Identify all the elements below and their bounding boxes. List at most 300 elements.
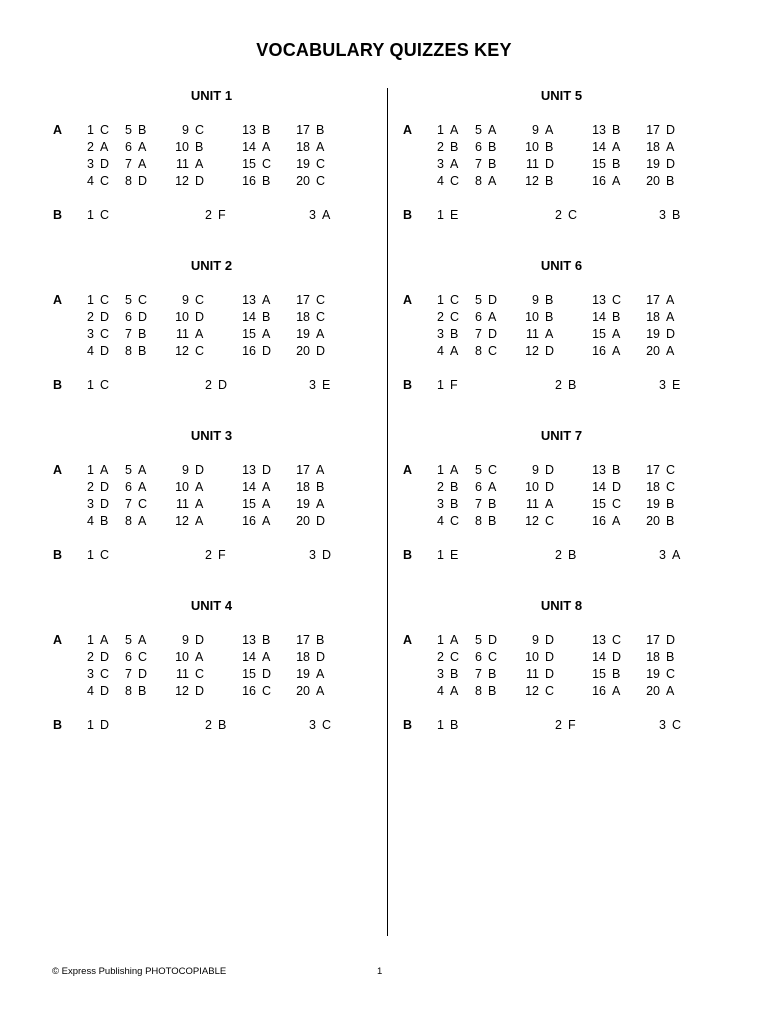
answer-letter: B <box>545 140 554 154</box>
answer-item <box>114 344 171 361</box>
question-number: 6 <box>475 650 482 664</box>
question-number: 13 <box>592 463 606 477</box>
question-number: 9 <box>532 123 539 137</box>
answer-letter: F <box>450 378 458 392</box>
section-b-label: B <box>53 208 63 222</box>
answer-item <box>642 633 682 650</box>
section-a-label: A <box>53 463 63 477</box>
question-number: 6 <box>125 480 132 494</box>
answer-letter: A <box>195 514 204 528</box>
question-number: 11 <box>526 157 539 171</box>
unit-title: UNIT 1 <box>190 88 233 103</box>
answer-letter: B <box>316 123 325 137</box>
answer-item <box>648 718 681 732</box>
answer-item <box>171 174 238 191</box>
question-number: 6 <box>475 480 482 494</box>
answer-item <box>238 123 292 140</box>
answer-item <box>426 633 464 650</box>
answer-letter: D <box>100 650 110 664</box>
answer-item <box>521 633 588 650</box>
question-number: 8 <box>475 684 482 698</box>
answer-letter: D <box>322 548 332 562</box>
answer-letter: D <box>488 327 498 341</box>
answer-item <box>648 208 680 222</box>
answer-letter: B <box>545 174 554 188</box>
answer-letter: D <box>488 293 498 307</box>
answer-item <box>642 344 682 361</box>
answer-item <box>238 463 292 480</box>
answer-letter: B <box>195 140 204 154</box>
answer-letter: A <box>672 548 681 562</box>
answer-letter: A <box>316 667 325 681</box>
answer-item <box>464 344 521 361</box>
question-number: 19 <box>296 157 310 171</box>
answer-item <box>642 123 682 140</box>
answer-letter: C <box>262 684 272 698</box>
answer-item <box>114 480 171 497</box>
answer-item <box>521 514 588 531</box>
question-number: 15 <box>592 667 606 681</box>
answer-letter: B <box>568 548 577 562</box>
unit-title: UNIT 5 <box>540 88 583 103</box>
question-number: 14 <box>592 650 606 664</box>
answer-item <box>588 293 642 310</box>
answer-item <box>642 293 682 310</box>
answer-letter: A <box>450 633 459 647</box>
answer-letter: C <box>316 157 326 171</box>
unit-block <box>50 598 390 748</box>
unit-title: UNIT 7 <box>540 428 583 443</box>
answer-letter: C <box>450 293 460 307</box>
answer-item <box>171 480 238 497</box>
answer-item <box>171 293 238 310</box>
answer-item <box>76 718 109 732</box>
answer-item <box>76 650 114 667</box>
question-number: 4 <box>437 684 444 698</box>
answer-letter: D <box>100 344 110 358</box>
answer-letter: C <box>450 174 460 188</box>
answer-item <box>292 140 332 157</box>
question-number: 17 <box>646 463 660 477</box>
answer-item <box>114 684 171 701</box>
answer-letter: C <box>488 463 498 477</box>
answer-letter: A <box>262 293 271 307</box>
question-number: 18 <box>646 650 660 664</box>
answer-letter: B <box>450 480 459 494</box>
answer-item <box>588 140 642 157</box>
question-number: 14 <box>242 310 256 324</box>
answer-letter: C <box>138 650 148 664</box>
answer-item <box>588 650 642 667</box>
answer-letter: C <box>100 378 110 392</box>
answer-item <box>292 463 332 480</box>
answer-letter: B <box>488 140 497 154</box>
section-a-answers <box>76 463 332 531</box>
answer-item <box>426 718 458 732</box>
section-a-answers <box>76 633 332 701</box>
answer-letter: B <box>316 633 325 647</box>
question-number: 15 <box>592 497 606 511</box>
question-number: 2 <box>87 650 94 664</box>
answer-item <box>76 633 114 650</box>
question-number: 4 <box>437 344 444 358</box>
question-number: 16 <box>242 514 256 528</box>
answer-letter: C <box>195 123 205 137</box>
answer-letter: D <box>100 480 110 494</box>
section-a-label: A <box>403 293 413 307</box>
answer-letter: C <box>138 497 148 511</box>
answer-item <box>238 157 292 174</box>
question-number: 12 <box>525 344 539 358</box>
answer-letter: D <box>195 633 205 647</box>
answer-letter: B <box>488 514 497 528</box>
question-number: 15 <box>242 497 256 511</box>
question-number: 17 <box>296 123 310 137</box>
question-number: 3 <box>437 497 444 511</box>
answer-letter: C <box>450 650 460 664</box>
answer-letter: A <box>612 344 621 358</box>
answer-letter: D <box>195 310 205 324</box>
question-number: 2 <box>437 480 444 494</box>
answer-item <box>544 208 577 222</box>
question-number: 10 <box>525 140 539 154</box>
section-a-answers <box>76 123 332 191</box>
section-a-answers <box>426 293 682 361</box>
answer-letter: B <box>138 344 147 358</box>
answer-letter: A <box>488 480 497 494</box>
answer-letter: D <box>218 378 228 392</box>
question-number: 20 <box>296 174 310 188</box>
answer-item <box>292 123 332 140</box>
answer-item <box>521 497 588 514</box>
question-number: 3 <box>437 327 444 341</box>
question-number: 19 <box>646 157 660 171</box>
question-number: 10 <box>175 480 189 494</box>
answer-item <box>76 157 114 174</box>
answer-letter: B <box>672 208 681 222</box>
page-title: VOCABULARY QUIZZES KEY <box>256 40 512 60</box>
answer-item <box>114 140 171 157</box>
answer-item <box>588 157 642 174</box>
answer-letter: F <box>568 718 576 732</box>
answer-letter: A <box>450 684 459 698</box>
answer-letter: D <box>195 463 205 477</box>
answer-item <box>76 463 114 480</box>
footer-copyright: © Express Publishing PHOTOCOPIABLE <box>52 966 227 977</box>
question-number: 19 <box>646 327 660 341</box>
question-number: 2 <box>87 310 94 324</box>
answer-item <box>642 684 682 701</box>
question-number: 9 <box>532 463 539 477</box>
answer-item <box>76 140 114 157</box>
question-number: 2 <box>87 480 94 494</box>
answer-letter: A <box>316 140 325 154</box>
question-number: 15 <box>592 327 606 341</box>
answer-letter: A <box>612 327 621 341</box>
answer-letter: B <box>488 684 497 698</box>
question-number: 8 <box>125 684 132 698</box>
answer-item <box>171 514 238 531</box>
answer-item <box>426 208 458 222</box>
answer-letter: A <box>262 650 271 664</box>
question-number: 6 <box>475 140 482 154</box>
question-number: 2 <box>87 140 94 154</box>
question-number: 4 <box>87 174 94 188</box>
question-number: 4 <box>87 514 94 528</box>
answer-letter: A <box>262 327 271 341</box>
question-number: 18 <box>296 310 310 324</box>
question-number: 17 <box>296 293 310 307</box>
answer-item <box>171 123 238 140</box>
answer-letter: A <box>195 650 204 664</box>
question-number: 3 <box>659 718 666 732</box>
question-number: 11 <box>176 497 189 511</box>
question-number: 12 <box>175 684 189 698</box>
answer-letter: A <box>666 684 675 698</box>
answer-letter: A <box>450 157 459 171</box>
answer-item <box>238 174 292 191</box>
question-number: 2 <box>555 718 562 732</box>
answer-item <box>426 174 464 191</box>
answer-item <box>238 310 292 327</box>
answer-item <box>292 650 332 667</box>
answer-letter: A <box>100 140 109 154</box>
question-number: 5 <box>475 293 482 307</box>
answer-item <box>642 480 682 497</box>
question-number: 2 <box>205 548 212 562</box>
answer-letter: B <box>488 497 497 511</box>
answer-item <box>238 684 292 701</box>
answer-item <box>171 633 238 650</box>
answer-letter: A <box>666 310 675 324</box>
answer-item <box>426 684 464 701</box>
answer-item <box>464 633 521 650</box>
answer-item <box>171 497 238 514</box>
answer-item <box>194 208 226 222</box>
answer-item <box>521 157 588 174</box>
question-number: 5 <box>475 123 482 137</box>
question-number: 13 <box>242 633 256 647</box>
answer-item <box>114 667 171 684</box>
question-number: 1 <box>437 633 444 647</box>
question-number: 9 <box>182 463 189 477</box>
answer-letter: A <box>195 497 204 511</box>
section-b-label: B <box>53 718 63 732</box>
question-number: 1 <box>87 208 94 222</box>
answer-item <box>521 667 588 684</box>
answer-letter: B <box>612 157 621 171</box>
question-number: 9 <box>182 633 189 647</box>
answer-letter: B <box>666 174 675 188</box>
answer-letter: A <box>138 480 147 494</box>
answer-item <box>76 344 114 361</box>
answer-item <box>426 344 464 361</box>
answer-letter: B <box>450 327 459 341</box>
answer-letter: B <box>450 718 459 732</box>
answer-item <box>171 463 238 480</box>
answer-letter: B <box>612 310 621 324</box>
answer-letter: C <box>100 548 110 562</box>
question-number: 15 <box>242 667 256 681</box>
answer-item <box>76 514 114 531</box>
question-number: 7 <box>125 667 132 681</box>
question-number: 20 <box>646 514 660 528</box>
answer-letter: D <box>666 327 676 341</box>
question-number: 1 <box>437 123 444 137</box>
question-number: 13 <box>242 463 256 477</box>
answer-letter: D <box>100 157 110 171</box>
answer-letter: A <box>100 463 109 477</box>
answer-item <box>114 293 171 310</box>
answer-item <box>238 480 292 497</box>
answer-letter: A <box>316 463 325 477</box>
question-number: 4 <box>437 174 444 188</box>
question-number: 13 <box>592 293 606 307</box>
answer-letter: E <box>450 208 459 222</box>
answer-item <box>238 497 292 514</box>
answer-item <box>464 684 521 701</box>
answer-letter: B <box>262 123 271 137</box>
section-b-label: B <box>403 718 413 732</box>
answer-item <box>238 327 292 344</box>
question-number: 1 <box>87 548 94 562</box>
question-number: 10 <box>175 140 189 154</box>
unit-title: UNIT 6 <box>540 258 583 273</box>
answer-item <box>426 310 464 327</box>
question-number: 16 <box>242 174 256 188</box>
answer-item <box>114 157 171 174</box>
question-number: 8 <box>125 514 132 528</box>
answer-item <box>238 650 292 667</box>
answer-item <box>292 514 332 531</box>
section-a-answers <box>76 293 332 361</box>
question-number: 11 <box>526 667 539 681</box>
answer-item <box>642 497 682 514</box>
section-b-label: B <box>53 378 63 392</box>
answer-item <box>298 718 331 732</box>
answer-letter: C <box>322 718 332 732</box>
answer-item <box>171 667 238 684</box>
answer-letter: B <box>450 667 459 681</box>
answer-letter: C <box>488 650 498 664</box>
section-b-label: B <box>403 378 413 392</box>
answer-letter: D <box>262 344 272 358</box>
answer-letter: A <box>450 123 459 137</box>
question-number: 14 <box>242 140 256 154</box>
question-number: 3 <box>309 548 316 562</box>
answer-letter: F <box>218 208 226 222</box>
answer-item <box>238 344 292 361</box>
answer-item <box>521 174 588 191</box>
question-number: 19 <box>296 667 310 681</box>
question-number: 18 <box>296 650 310 664</box>
question-number: 5 <box>125 463 132 477</box>
question-number: 15 <box>242 157 256 171</box>
answer-item <box>171 157 238 174</box>
question-number: 1 <box>87 123 94 137</box>
section-a-label: A <box>403 463 413 477</box>
question-number: 3 <box>309 718 316 732</box>
answer-letter: A <box>195 157 204 171</box>
question-number: 18 <box>646 480 660 494</box>
answer-letter: C <box>100 123 110 137</box>
answer-letter: A <box>545 497 554 511</box>
question-number: 17 <box>646 293 660 307</box>
answer-item <box>464 480 521 497</box>
unit-block <box>400 258 740 408</box>
answer-letter: B <box>316 480 325 494</box>
answer-item <box>194 378 227 392</box>
answer-letter: A <box>612 140 621 154</box>
question-number: 7 <box>475 497 482 511</box>
answer-item <box>588 480 642 497</box>
answer-item <box>292 157 332 174</box>
question-number: 5 <box>125 293 132 307</box>
answer-item <box>426 463 464 480</box>
question-number: 1 <box>87 293 94 307</box>
answer-item <box>114 327 171 344</box>
answer-item <box>464 140 521 157</box>
answer-item <box>464 310 521 327</box>
question-number: 7 <box>475 667 482 681</box>
question-number: 1 <box>87 633 94 647</box>
answer-item <box>114 123 171 140</box>
answer-item <box>521 650 588 667</box>
answer-letter: D <box>100 718 110 732</box>
answer-letter: D <box>262 463 272 477</box>
answer-item <box>521 310 588 327</box>
answer-item <box>298 208 330 222</box>
question-number: 4 <box>437 514 444 528</box>
answer-letter: B <box>488 157 497 171</box>
question-number: 11 <box>176 327 189 341</box>
answer-item <box>426 480 464 497</box>
answer-item <box>544 718 576 732</box>
question-number: 2 <box>555 378 562 392</box>
answer-letter: A <box>450 344 459 358</box>
question-number: 5 <box>475 463 482 477</box>
question-number: 20 <box>296 514 310 528</box>
answer-letter: A <box>195 480 204 494</box>
unit-title: UNIT 3 <box>190 428 233 443</box>
question-number: 2 <box>437 310 444 324</box>
section-b-label: B <box>403 208 413 222</box>
answer-letter: A <box>195 327 204 341</box>
question-number: 6 <box>125 140 132 154</box>
answer-letter: A <box>545 123 554 137</box>
answer-item <box>642 650 682 667</box>
section-a-answers <box>426 123 682 191</box>
question-number: 7 <box>475 157 482 171</box>
answer-letter: A <box>545 327 554 341</box>
answer-letter: C <box>450 310 460 324</box>
answer-item <box>521 463 588 480</box>
question-number: 20 <box>646 344 660 358</box>
unit-block <box>50 428 390 578</box>
answer-letter: D <box>545 344 555 358</box>
section-a-answers <box>426 633 682 701</box>
answer-letter: D <box>138 174 148 188</box>
question-number: 6 <box>475 310 482 324</box>
question-number: 3 <box>87 497 94 511</box>
question-number: 13 <box>242 293 256 307</box>
answer-letter: D <box>100 684 110 698</box>
question-number: 7 <box>125 157 132 171</box>
answer-letter: D <box>666 633 676 647</box>
answer-letter: B <box>262 310 271 324</box>
answer-item <box>238 140 292 157</box>
answer-item <box>544 548 576 562</box>
